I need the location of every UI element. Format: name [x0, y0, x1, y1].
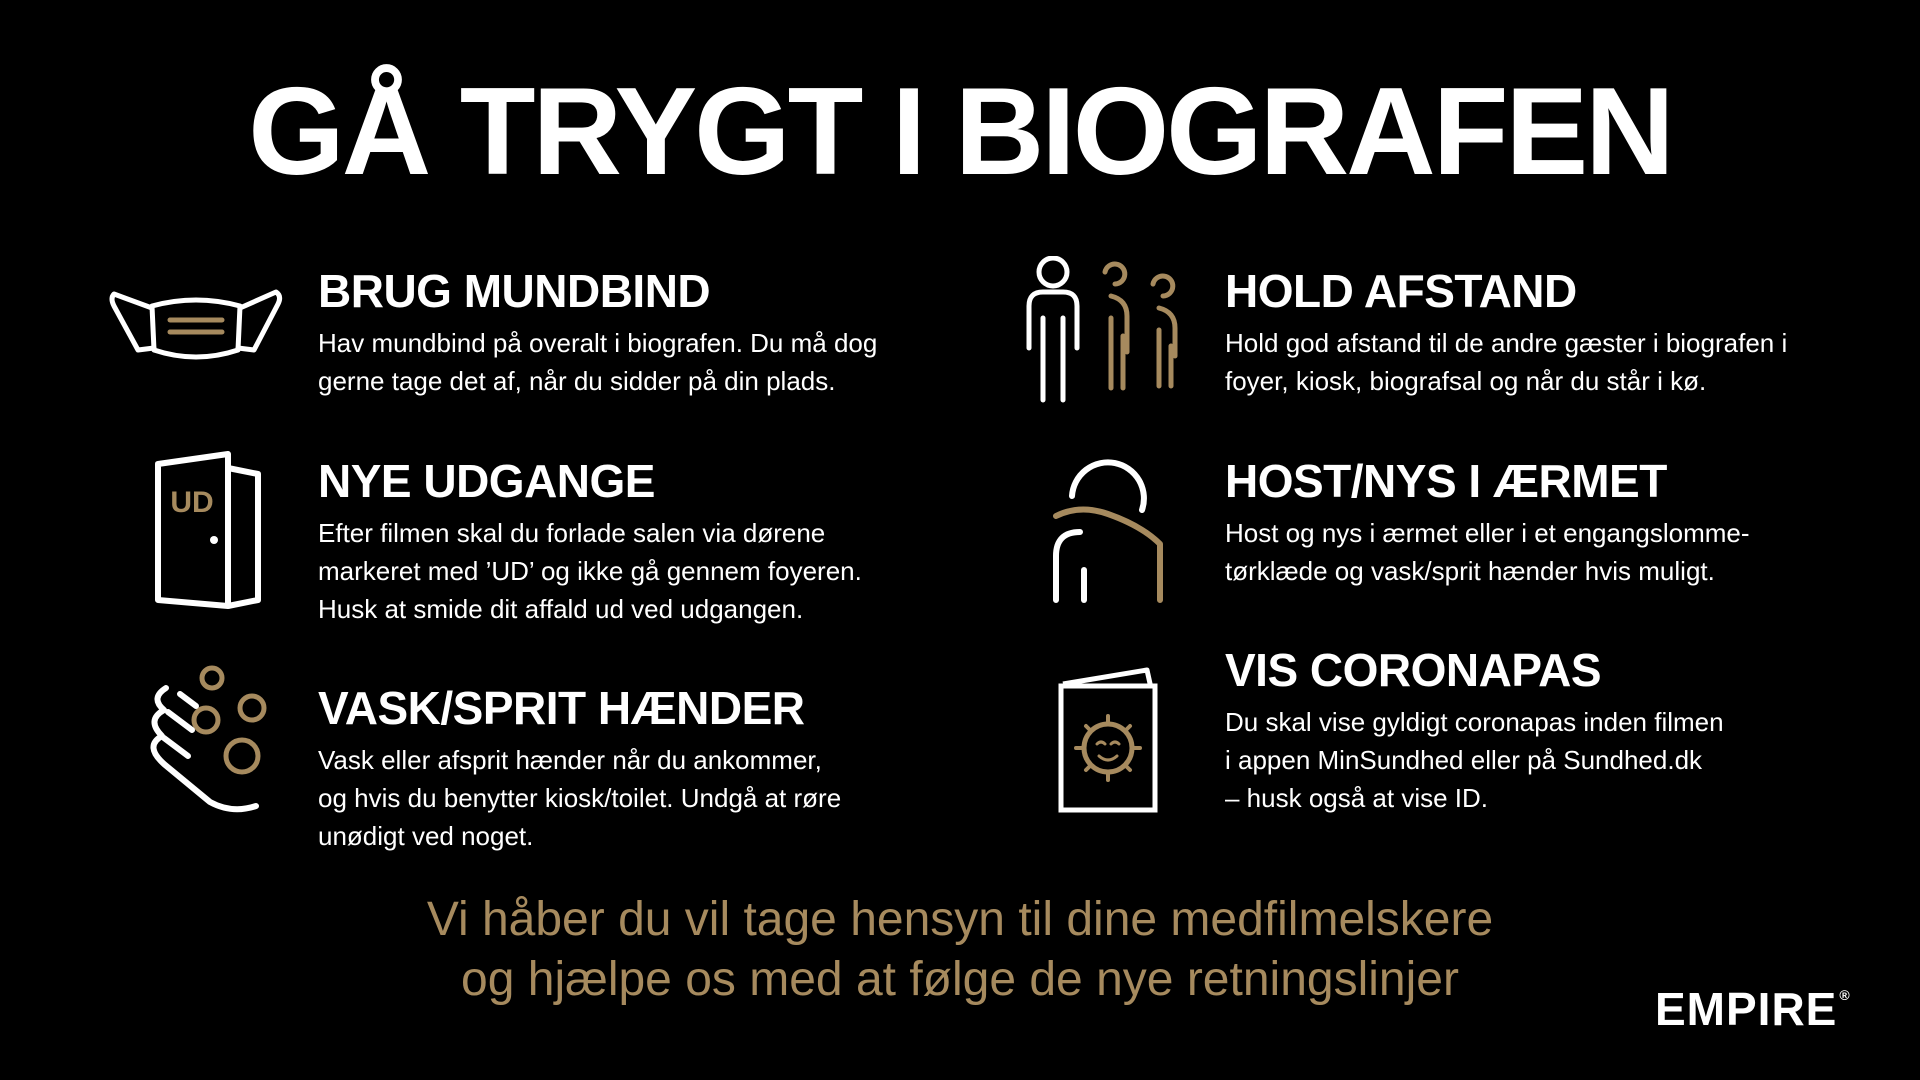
section-heading: NYE UDGANGE [318, 455, 655, 507]
body-line: gerne tage det af, når du sidder på din plads. [318, 366, 836, 396]
logo-text: EMPIRE [1655, 983, 1838, 1035]
corona-passport-icon [1055, 664, 1167, 816]
section-heading: HOLD AFSTAND [1225, 265, 1577, 317]
section-body [318, 741, 841, 855]
social-distance-icon [1015, 256, 1191, 406]
body-line: Hold god afstand til de andre gæster i biografen i [1225, 328, 1788, 358]
section-heading: HOST/NYS I ÆRMET [1225, 455, 1667, 507]
body-line: Husk at smide dit affald ud ved udgangen. [318, 594, 804, 624]
section-body [318, 514, 862, 628]
section-heading: VASK/SPRIT HÆNDER [318, 682, 805, 734]
body-line: Vask eller afsprit hænder når du ankommer, [318, 745, 822, 775]
body-line: tørklæde og vask/sprit hænder hvis muligt. [1225, 556, 1715, 586]
body-line: foyer, kiosk, biografsal og når du står i kø. [1225, 366, 1707, 396]
hand-wash-icon [140, 664, 280, 814]
registered-mark: ® [1839, 987, 1851, 1003]
face-mask-icon [108, 284, 284, 374]
section-body [1225, 324, 1787, 400]
closing-line: Vi håber du vil tage hensyn til dine medfilmelskere [426, 893, 1494, 946]
body-line: i appen MinSundhed eller på Sundhed.dk [1225, 745, 1703, 775]
section-body [1225, 514, 1750, 590]
body-line: markeret med ’UD’ og ikke gå gennem foyeren. [318, 556, 862, 586]
section-body [318, 324, 877, 400]
exit-door-label: UD [170, 486, 214, 519]
body-line: unødigt ved noget. [318, 821, 534, 851]
body-line: og hvis du benytter kiosk/toilet. Undgå at røre [318, 783, 842, 813]
body-line: Hav mundbind på overalt i biografen. Du må dog [318, 328, 878, 358]
body-line: – husk også at vise ID. [1225, 783, 1489, 813]
body-line: Efter filmen skal du forlade salen via dørene [318, 518, 826, 548]
closing-message [0, 890, 1920, 1010]
section-heading: BRUG MUNDBIND [318, 265, 711, 317]
page-title: GÅ TRYGT I BIOGRAFEN [248, 63, 1672, 201]
closing-line: og hjælpe os med at følge de nye retningslinjer [461, 953, 1459, 1006]
empire-logo [1655, 983, 1851, 1035]
section-heading: VIS CORONAPAS [1225, 644, 1602, 696]
cough-elbow-icon [1050, 452, 1170, 604]
body-line: Du skal vise gyldigt coronapas inden filmen [1225, 707, 1724, 737]
exit-door-icon [148, 450, 268, 612]
section-body [1225, 703, 1724, 817]
body-line: Host og nys i ærmet eller i et engangslomme- [1225, 518, 1750, 548]
